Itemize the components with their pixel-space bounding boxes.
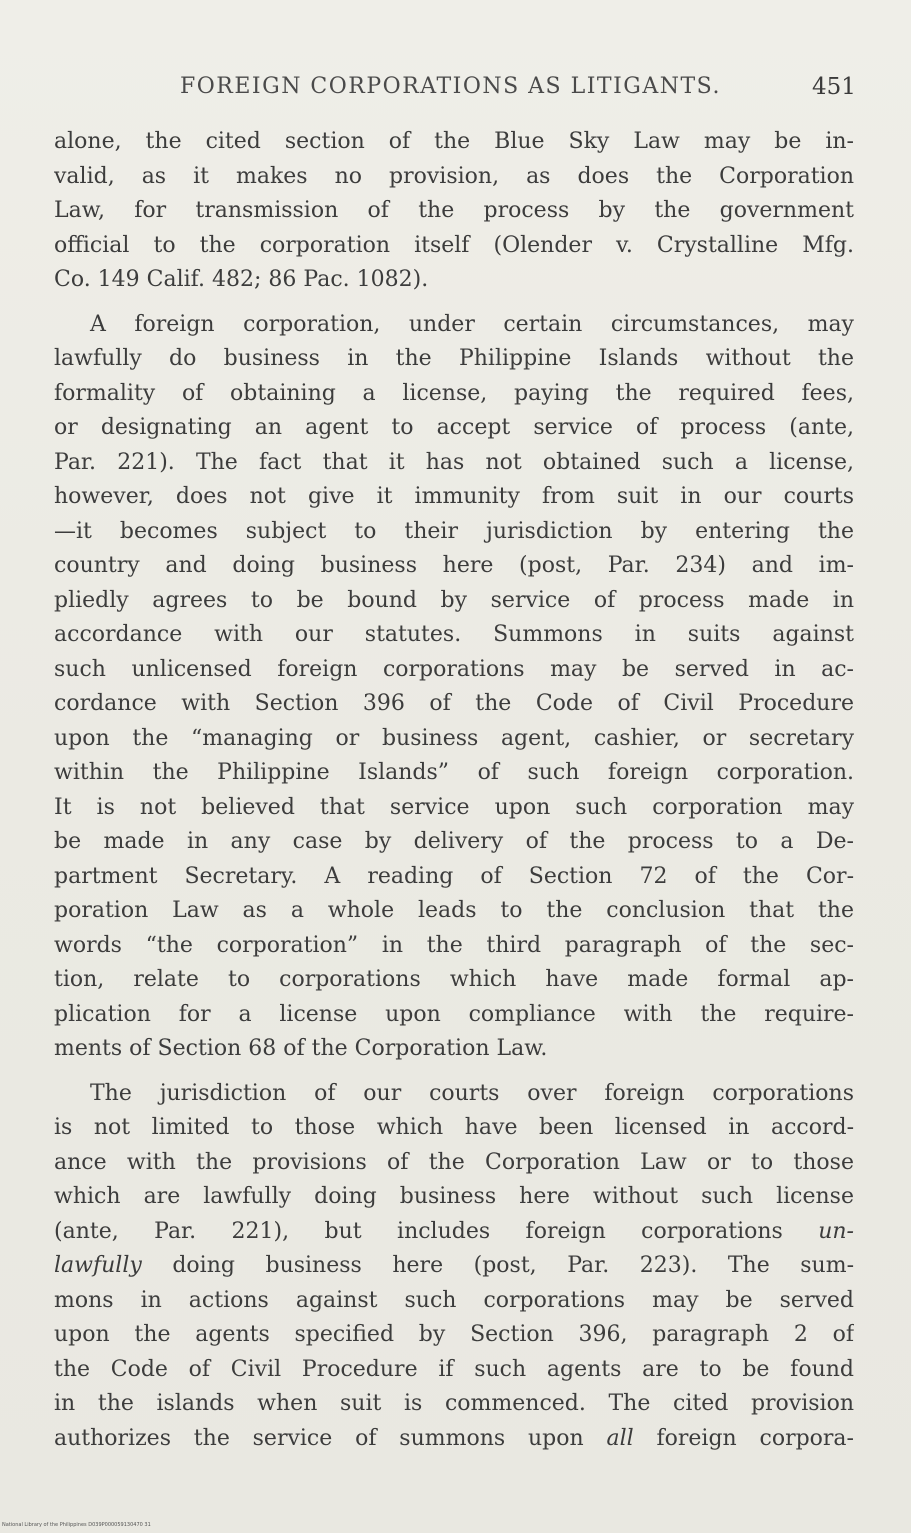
text-line: Par. 221). The fact that it has not obtained such a license, bbox=[54, 449, 854, 475]
text-line: tion, relate to corporations which have made formal ap- bbox=[54, 967, 854, 992]
text-line: words “the corporation” in the third paragraph of the sec- bbox=[54, 932, 854, 958]
text-run: doing business here (post, Par. 223). The sum- bbox=[141, 1253, 854, 1278]
text-line: It is not believed that service upon such corporation may bbox=[54, 794, 854, 820]
text-line: or designating an agent to accept service of process (ante, bbox=[54, 415, 854, 440]
text-line: upon the “managing or business agent, cashier, or secretary bbox=[54, 725, 854, 751]
body-text bbox=[54, 125, 854, 1466]
text-line: Co. 149 Calif. 482; 86 Pac. 1082). bbox=[54, 267, 429, 292]
text-line bbox=[54, 1215, 854, 1250]
text-line: lawfully do business in the Philippine Islands without the bbox=[54, 346, 854, 371]
paragraph-2 bbox=[54, 308, 854, 1067]
running-title: FOREIGN CORPORATIONS AS LITIGANTS. bbox=[180, 74, 721, 99]
page-number: 451 bbox=[812, 74, 856, 100]
text-line: A foreign corporation, under certain circumstances, may bbox=[90, 311, 854, 337]
text-line: Law, for transmission of the process by the government bbox=[54, 198, 854, 223]
text-line: ance with the provisions of the Corporation Law or to those bbox=[54, 1149, 854, 1175]
text-line: within the Philippine Islands” of such foreign corporation. bbox=[54, 760, 854, 785]
text-line: the Code of Civil Procedure if such agents are to be found bbox=[54, 1356, 854, 1382]
text-line: alone, the cited section of the Blue Sky Law may be in- bbox=[54, 129, 854, 154]
text-run: foreign corpora- bbox=[633, 1425, 854, 1451]
text-line: country and doing business here (post, Par. 234) and im- bbox=[54, 553, 854, 578]
text-line: formality of obtaining a license, paying the required fees, bbox=[54, 380, 854, 406]
text-line: which are lawfully doing business here without such license bbox=[54, 1184, 854, 1209]
text-line bbox=[54, 1249, 854, 1284]
italic-run: un- bbox=[818, 1218, 854, 1244]
scan-imprint: National Library of the Philippines D039P000059130470 31 bbox=[2, 1522, 151, 1528]
text-line: mons in actions against such corporations may be served bbox=[54, 1287, 854, 1313]
text-run: (ante, Par. 221), but includes foreign corporations bbox=[54, 1218, 819, 1244]
text-line: in the islands when suit is commenced. The cited provision bbox=[54, 1391, 854, 1416]
paragraph-3 bbox=[54, 1077, 854, 1457]
italic-run: lawfully bbox=[54, 1253, 142, 1278]
text-line: however, does not give it immunity from suit in our courts bbox=[54, 484, 854, 509]
text-line: be made in any case by delivery of the process to a De- bbox=[54, 829, 854, 854]
text-line: valid, as it makes no provision, as does the Corporation bbox=[54, 163, 854, 189]
italic-run: all bbox=[606, 1425, 634, 1451]
text-line bbox=[54, 1422, 854, 1457]
text-line: partment Secretary. A reading of Section 72 of the Cor- bbox=[54, 863, 854, 889]
text-line: accordance with our statutes. Summons in suits against bbox=[54, 622, 854, 647]
text-line: upon the agents specified by Section 396, paragraph 2 of bbox=[54, 1322, 854, 1347]
text-line: poration Law as a whole leads to the conclusion that the bbox=[54, 898, 854, 923]
text-line: such unlicensed foreign corporations may be served in ac- bbox=[54, 656, 854, 682]
paragraph-1 bbox=[54, 125, 854, 298]
text-line: The jurisdiction of our courts over foreign corporations bbox=[90, 1080, 854, 1106]
text-line: ments of Section 68 of the Corporation Law. bbox=[54, 1036, 548, 1061]
text-line: —it becomes subject to their jurisdiction by entering the bbox=[54, 518, 854, 544]
text-line: is not limited to those which have been licensed in accord- bbox=[54, 1115, 854, 1140]
text-line: official to the corporation itself (Olender v. Crystalline Mfg. bbox=[54, 232, 854, 258]
text-run: authorizes the service of summons upon bbox=[54, 1425, 607, 1451]
text-line: plication for a license upon compliance with the require- bbox=[54, 1001, 854, 1027]
text-line: cordance with Section 396 of the Code of Civil Procedure bbox=[54, 691, 854, 716]
text-line: pliedly agrees to be bound by service of process made in bbox=[54, 587, 854, 613]
